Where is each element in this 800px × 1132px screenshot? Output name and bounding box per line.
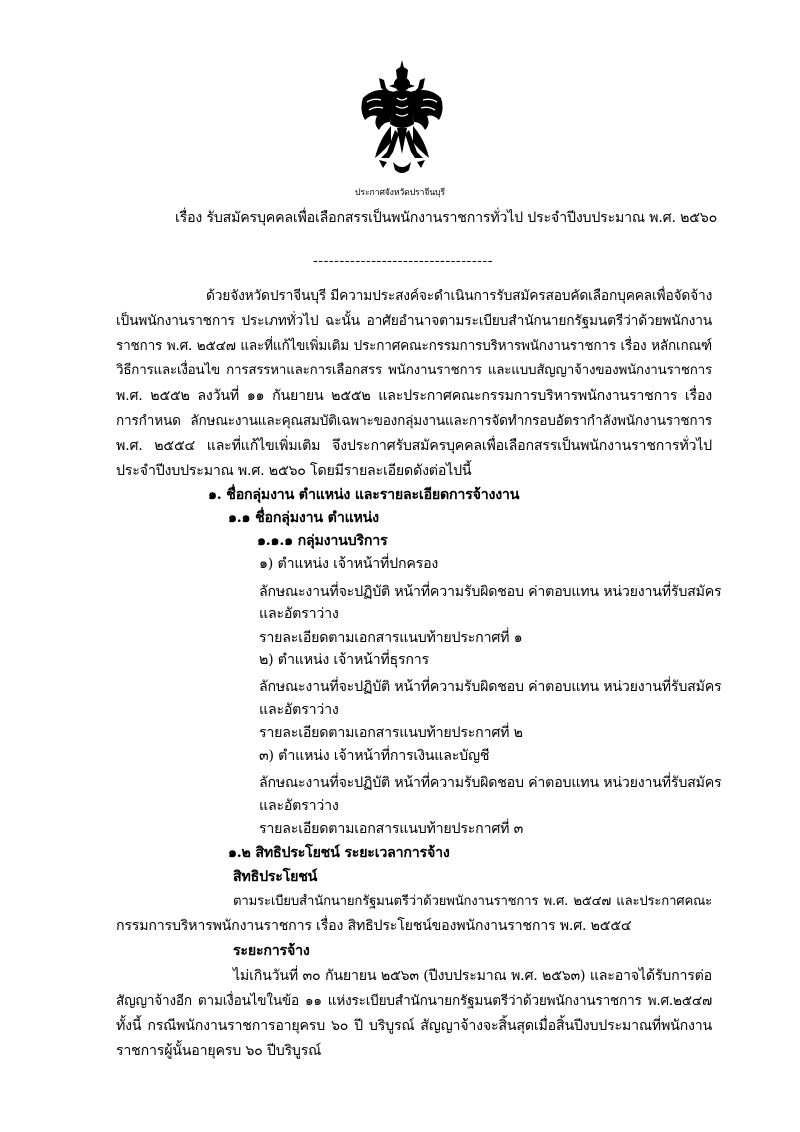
intro-line: วิธีการและเงื่อนไข การสรรหาและการเลือกสรร พนักงานราชการ และแบบสัญญาจ้างของพนักงานราชการ — [116, 363, 712, 378]
announcement-title: ประกาศจังหวัดปราจีนบุรี — [355, 188, 445, 198]
intro-line: ราชการ พ.ศ. ๒๕๔๗ และที่แก้ไขเพิ่มเติม ประกาศคณะกรรมการบริหารพนักงานราชการ เรื่อง หลักเกณฑ์ — [116, 338, 712, 354]
intro-line: ประจำปีงบประมาณ พ.ศ. ๒๕๖๐ โดยมีรายละเอียดดังต่อไปนี้ — [116, 463, 472, 479]
position-ref: รายละเอียดตามเอกสารแนบท้ายประกาศที่ ๒ — [259, 725, 523, 741]
position-title: ๑) ตำแหน่ง เจ้าหน้าที่ปกครอง — [259, 556, 439, 572]
announcement-subject: เรื่อง รับสมัครบุคคลเพื่อเลือกสรรเป็นพนักงานราชการทั่วไป ประจำปีงบประมาณ พ.ศ. ๒๕๖๐ — [175, 210, 718, 226]
period-line: สัญญาจ้างอีก ตามเงื่อนไขในข้อ ๑๑ แห่งระเบียบสำนักนายกรัฐมนตรีว่าด้วยพนักงานราชการ พ.ศ.๒๕๔๗ — [116, 993, 712, 1009]
position-ref: รายละเอียดตามเอกสารแนบท้ายประกาศที่ ๑ — [259, 630, 523, 646]
position-title: ๒) ตำแหน่ง เจ้าหน้าที่ธุรการ — [259, 652, 429, 668]
intro-line: พ.ศ. ๒๕๕๒ ลงวันที่ ๑๑ กันยายน ๒๕๕๒ และประกาศคณะกรรมการบริหารพนักงานราชการ เรื่อง — [116, 388, 712, 404]
position-desc: และอัตราว่าง — [259, 606, 339, 622]
benefits-heading: สิทธิประโยชน์ — [233, 869, 318, 885]
position-title: ๓) ตำแหน่ง เจ้าหน้าที่การเงินและบัญชี — [259, 748, 490, 764]
position-desc: และอัตราว่าง — [259, 798, 339, 814]
position-desc: ลักษณะงานที่จะปฏิบัติ หน้าที่ความรับผิดชอบ ค่าตอบแทน หน่วยงานที่รับสมัคร — [259, 679, 722, 695]
period-line: ราชการผู้นั้นอายุครบ ๖๐ ปีบริบูรณ์ — [116, 1043, 322, 1059]
intro-line: การกำหนด ลักษณะงานและคุณสมบัติเฉพาะของกลุ่มงานและการจัดทำกรอบอัตรากำลังพนักงานราชการ — [116, 413, 712, 429]
intro-line: ด้วยจังหวัดปราจีนบุรี มีความประสงค์จะดำเนินการรับสมัครสอบคัดเลือกบุคคลเพื่อจัดจ้าง — [206, 288, 713, 304]
section-heading: ๑. ชื่อกลุ่มงาน ตำแหน่ง และรายละเอียดการจ้างงาน — [208, 487, 520, 503]
position-desc: ลักษณะงานที่จะปฏิบัติ หน้าที่ความรับผิดชอบ ค่าตอบแทน หน่วยงานที่รับสมัคร — [259, 584, 722, 600]
position-desc: ลักษณะงานที่จะปฏิบัติ หน้าที่ความรับผิดชอบ ค่าตอบแทน หน่วยงานที่รับสมัคร — [259, 775, 722, 791]
subsection-heading: ๑.๑ ชื่อกลุ่มงาน ตำแหน่ง — [228, 510, 379, 526]
benefits-line: กรรมการบริหารพนักงานราชการ เรื่อง สิทธิประโยชน์ของพนักงานราชการ พ.ศ. ๒๕๕๔ — [116, 918, 632, 934]
period-heading: ระยะการจ้าง — [233, 943, 310, 959]
period-line: ไม่เกินวันที่ ๓๐ กันยายน ๒๕๖๓ (ปีงบประมาณ พ.ศ. ๒๕๖๓) และอาจได้รับการต่อ — [233, 968, 712, 984]
intro-line: เป็นพนักงานราชการ ประเภททั่วไป ฉะนั้น อาศัยอำนาจตามระเบียบสำนักนายกรัฐมนตรีว่าด้วยพนักงาน — [116, 313, 712, 329]
intro-line: พ.ศ. ๒๕๕๔ และที่แก้ไขเพิ่มเติม จึงประกาศรับสมัครบุคคลเพื่อเลือกสรรเป็นพนักงานราชการทั่วไป — [116, 438, 712, 454]
header-separator: ---------------------------------- — [313, 253, 493, 269]
garuda-emblem-icon — [357, 58, 447, 176]
position-ref: รายละเอียดตามเอกสารแนบท้ายประกาศที่ ๓ — [259, 821, 524, 837]
subsection-heading: ๑.๑.๑ กลุ่มงานบริการ — [257, 533, 388, 549]
benefits-line: ตามระเบียบสำนักนายกรัฐมนตรีว่าด้วยพนักงานราชการ พ.ศ. ๒๕๔๗ และประกาศคณะ — [233, 894, 712, 909]
position-desc: และอัตราว่าง — [259, 702, 339, 718]
period-line: ทั้งนี้ กรณีพนักงานราชการอายุครบ ๖๐ ปี บริบูรณ์ สัญญาจ้างจะสิ้นสุดเมื่อสิ้นปีงบประมาณที่พนักงาน — [116, 1018, 712, 1034]
subsection-heading: ๑.๒ สิทธิประโยชน์ ระยะเวลาการจ้าง — [228, 845, 450, 861]
